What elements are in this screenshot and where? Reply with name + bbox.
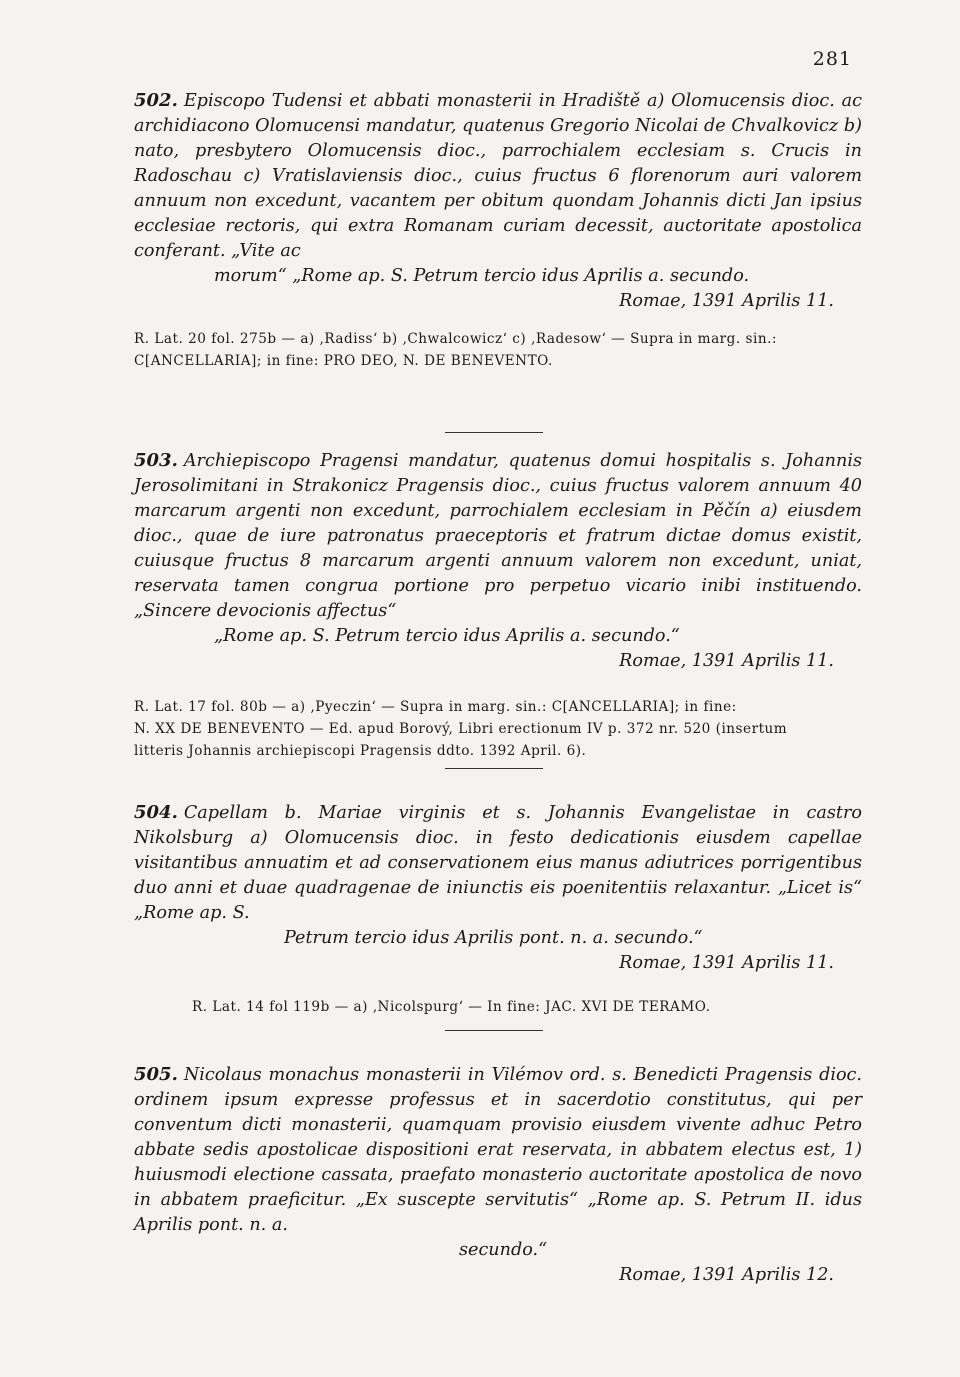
regest-entry-505 <box>134 1062 862 1288</box>
separator-rule <box>445 1030 543 1031</box>
apparatus-note <box>134 696 862 762</box>
regest-number: 505. <box>134 1064 178 1085</box>
regest-text <box>134 800 862 951</box>
regest-date: Romae, 1391 Aprilis 11. <box>619 651 834 671</box>
regest-text <box>134 1062 862 1263</box>
note-line: R. Lat. 20 fol. 275b — a) ‚Radiss‘ b) ‚Chwalcowicz‘ c) ‚Radesow‘ — Supra in marg. sin.: <box>134 331 777 347</box>
regest-entry-504 <box>134 800 862 1018</box>
regest-date: Romae, 1391 Aprilis 11. <box>619 953 834 973</box>
regest-entry-502 <box>134 88 862 372</box>
regest-last-line: „Rome ap. S. Petrum tercio idus Aprilis a. secundo.“ <box>214 626 680 646</box>
regest-number: 504. <box>134 802 178 823</box>
note-line: R. Lat. 14 fol 119b — a) ‚Nicolspurg‘ — In fine: JAC. XVI DE TERAMO. <box>192 999 711 1015</box>
regest-text <box>134 88 862 289</box>
page-number: 281 <box>812 48 852 70</box>
apparatus-note <box>134 996 862 1018</box>
regest-body: Nicolaus monachus monasterii in Vilémov ord. s. Benedicti Pragensis dioc. ordinem ipsum expresse professus et in sacerdotio constitutus, qui per conventum dicti monasterii, quamquam provisio eiusdem vivente adhuc Petro abbate sedis apostolicae dispositioni erat reservata, in abbatem electus est, 1) huiusmodi electione cassata, praefato monasterio auctoritate apostolica de novo in abbatem praeficitur. „Ex suscepte servitutis“ „Rome ap. S. Petrum II. idus Aprilis pont. n. a. <box>134 1065 862 1235</box>
regest-date: Romae, 1391 Aprilis 12. <box>619 1265 834 1285</box>
regest-body: Capellam b. Mariae virginis et s. Johannis Evangelistae in castro Nikolsburg a) Olomucensis dioc. in festo dedicationis eiusdem capellae visitantibus annuatim et ad conservationem eius manus adiutrices porrigentibus duo anni et duae quadragenae de iniunctis eis poenitentiis relaxantur. „Licet is“ „Rome ap. S. <box>134 803 862 923</box>
note-line: litteris Johannis archiepiscopi Pragensis ddto. 1392 April. 6). <box>134 743 587 759</box>
regest-number: 502. <box>134 90 178 111</box>
note-line: R. Lat. 17 fol. 80b — a) ‚Pyeczin‘ — Supra in marg. sin.: C[ANCELLARIA]; in fine: <box>134 699 737 715</box>
note-line: N. XX DE BENEVENTO — Ed. apud Borový, Libri erectionum IV p. 372 nr. 520 (insertum <box>134 721 788 737</box>
regest-text <box>134 448 862 649</box>
regest-entry-503 <box>134 448 862 762</box>
regest-last-line: secundo.“ <box>459 1240 548 1260</box>
separator-rule <box>445 768 543 769</box>
apparatus-note <box>134 328 862 372</box>
regest-body: Episcopo Tudensi et abbati monasterii in Hradiště a) Olomucensis dioc. ac archidiacono Olomucensi mandatur, quatenus Gregorio Nicolai de Chvalkovicz b) nato, presbytero Olomucensis dioc., parrochialem ecclesiam s. Crucis in Radoschau c) Vratislaviensis dioc., cuius fructus 6 florenorum auri valorem annuum non excedunt, vacantem per obitum quondam Johannis dicti Jan ipsius ecclesiae rectoris, qui extra Romanam curiam decessit, auctoritate apostolica conferant. „Vite ac <box>134 91 862 261</box>
regest-last-line: Petrum tercio idus Aprilis pont. n. a. secundo.“ <box>284 928 703 948</box>
regest-number: 503. <box>134 450 178 471</box>
regest-body: Archiepiscopo Pragensi mandatur, quatenus domui hospitalis s. Johannis Jerosolimitani in Strakonicz Pragensis dioc., cuius fructus valorem annuum 40 marcarum argenti non excedunt, parrochialem ecclesiam in Pěčín a) eiusdem dioc., quae de iure patronatus praeceptoris et fratrum dictae domus existit, cuiusque fructus 8 marcarum argenti annuum valorem non excedunt, uniat, reservata tamen congrua portione pro perpetuo vicario inibi instituendo. „Sincere devocionis affectus“ <box>134 451 862 621</box>
regest-last-line: morum“ „Rome ap. S. Petrum tercio idus Aprilis a. secundo. <box>214 266 750 286</box>
note-line: C[ANCELLARIA]; in fine: PRO DEO, N. DE BENEVENTO. <box>134 353 553 369</box>
separator-rule <box>445 432 543 433</box>
regest-date: Romae, 1391 Aprilis 11. <box>619 291 834 311</box>
